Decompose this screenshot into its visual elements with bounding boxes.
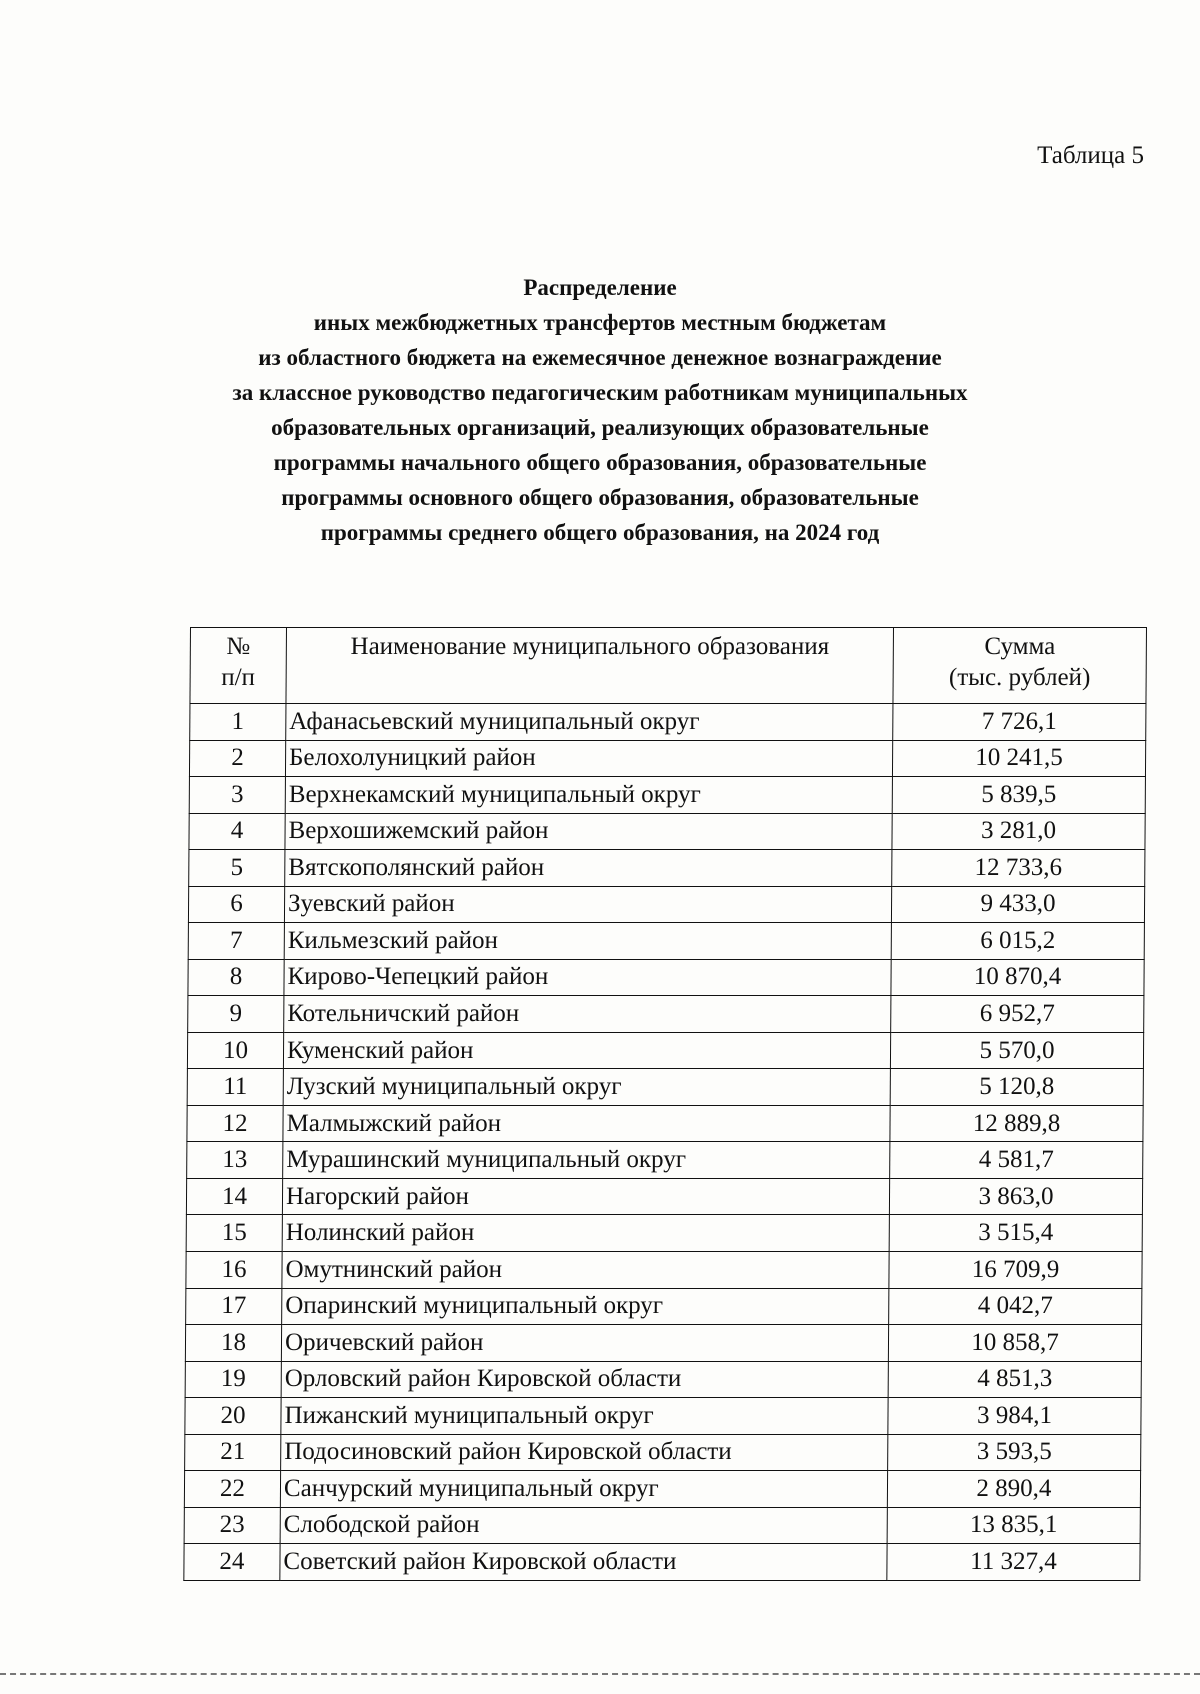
row-sum: 4 851,3 (888, 1361, 1141, 1398)
row-sum: 6 015,2 (891, 923, 1144, 960)
row-name: Кильмезский район (284, 923, 891, 960)
table-row (186, 1251, 1142, 1288)
row-name: Омутнинский район (282, 1251, 889, 1288)
table-row (187, 1069, 1143, 1106)
row-name: Котельничский район (284, 996, 891, 1033)
table-row (185, 1361, 1141, 1398)
row-number: 13 (187, 1142, 283, 1179)
heading-line: за классное руководство педагогическим работникам муниципальных (232, 380, 968, 405)
row-number: 18 (185, 1325, 281, 1362)
row-number: 12 (187, 1105, 283, 1142)
row-sum: 7 726,1 (893, 704, 1146, 741)
row-number: 20 (185, 1398, 281, 1435)
row-number: 23 (184, 1507, 280, 1544)
row-sum: 5 570,0 (890, 1032, 1143, 1069)
header-number (190, 628, 287, 704)
table-row (189, 777, 1145, 814)
distribution-table-container (183, 627, 1147, 1581)
row-name: Куменский район (283, 1032, 890, 1069)
table-row (187, 1032, 1143, 1069)
row-number: 1 (190, 704, 286, 741)
document-heading (100, 270, 1100, 550)
row-number: 15 (186, 1215, 282, 1252)
row-sum: 12 889,8 (890, 1105, 1143, 1142)
row-name: Подосиновский район Кировской области (281, 1434, 888, 1471)
row-number: 5 (189, 850, 285, 887)
row-number: 17 (186, 1288, 282, 1325)
row-name: Оричевский район (281, 1325, 888, 1362)
header-sum (893, 628, 1147, 704)
table-row (189, 813, 1145, 850)
row-name: Белохолуницкий район (285, 740, 892, 777)
row-number: 4 (189, 813, 285, 850)
header-number-line1: № (226, 633, 251, 660)
table-row (190, 704, 1146, 741)
row-number: 10 (187, 1032, 283, 1069)
heading-line: иных межбюджетных трансфертов местным бюджетам (313, 310, 887, 335)
table-row (188, 959, 1144, 996)
row-number: 3 (189, 777, 285, 814)
row-number: 7 (188, 923, 284, 960)
row-name: Пижанский муниципальный округ (281, 1398, 888, 1435)
row-number: 21 (185, 1434, 281, 1471)
table-row (189, 850, 1145, 887)
heading-line: программы среднего общего образования, на 2024 год (320, 520, 880, 545)
row-name: Малмыжский район (283, 1105, 890, 1142)
table-row (188, 923, 1144, 960)
header-sum-line1: Сумма (984, 633, 1056, 660)
table-row (188, 886, 1144, 923)
row-sum: 5 120,8 (890, 1069, 1143, 1106)
header-name: Наименование муниципального образования (286, 628, 894, 704)
row-number: 9 (188, 996, 284, 1033)
table-row (189, 740, 1145, 777)
header-sum-line2: (тыс. рублей) (948, 664, 1091, 691)
heading-line: программы начального общего образования, образовательные (273, 450, 927, 475)
row-name: Верхнекамский муниципальный округ (285, 777, 892, 814)
table-row (186, 1288, 1142, 1325)
row-name: Верхошижемский район (285, 813, 892, 850)
table-number-label: Таблица 5 (1037, 142, 1144, 169)
row-name: Санчурский муниципальный округ (280, 1471, 887, 1508)
row-name: Нагорский район (282, 1178, 889, 1215)
row-sum: 3 593,5 (888, 1434, 1141, 1471)
table-row (187, 1142, 1143, 1179)
row-sum: 10 870,4 (891, 959, 1144, 996)
heading-line: Распределение (523, 275, 677, 300)
row-sum: 11 327,4 (887, 1544, 1140, 1581)
table-row (186, 1178, 1142, 1215)
row-name: Нолинский район (282, 1215, 889, 1252)
row-name: Советский район Кировской области (280, 1544, 887, 1581)
row-name: Орловский район Кировской области (281, 1361, 888, 1398)
table-row (187, 1105, 1143, 1142)
row-number: 19 (185, 1361, 281, 1398)
row-sum: 6 952,7 (891, 996, 1144, 1033)
row-sum: 9 433,0 (891, 886, 1144, 923)
row-name: Лузский муниципальный округ (283, 1069, 890, 1106)
row-sum: 16 709,9 (889, 1251, 1142, 1288)
row-name: Зуевский район (284, 886, 891, 923)
table-body (184, 704, 1146, 1581)
row-name: Слободской район (280, 1507, 887, 1544)
row-number: 8 (188, 959, 284, 996)
row-name: Вятскополянский район (285, 850, 892, 887)
row-name: Мурашинский муниципальный округ (283, 1142, 890, 1179)
row-sum: 3 281,0 (892, 813, 1145, 850)
table-row (186, 1215, 1142, 1252)
page-bottom-dashed-line (0, 1673, 1200, 1675)
row-number: 14 (186, 1178, 282, 1215)
row-sum: 10 241,5 (892, 740, 1145, 777)
row-number: 16 (186, 1251, 282, 1288)
table-row (184, 1544, 1140, 1581)
heading-line: из областного бюджета на ежемесячное денежное вознаграждение (258, 345, 942, 370)
table-header-row (190, 628, 1147, 704)
row-number: 11 (187, 1069, 283, 1106)
row-name: Кирово-Чепецкий район (284, 959, 891, 996)
row-number: 6 (188, 886, 284, 923)
heading-line: образовательных организаций, реализующих образовательные (271, 415, 929, 440)
table-row (185, 1325, 1141, 1362)
row-number: 22 (184, 1471, 280, 1508)
row-number: 24 (184, 1544, 280, 1581)
row-sum: 3 515,4 (889, 1215, 1142, 1252)
table-row (184, 1471, 1140, 1508)
row-sum: 3 863,0 (889, 1178, 1142, 1215)
table-row (184, 1507, 1140, 1544)
row-name: Опаринский муниципальный округ (282, 1288, 889, 1325)
row-sum: 3 984,1 (888, 1398, 1141, 1435)
row-name: Афанасьевский муниципальный округ (286, 704, 893, 741)
row-number: 2 (189, 740, 285, 777)
row-sum: 4 042,7 (889, 1288, 1142, 1325)
row-sum: 2 890,4 (887, 1471, 1140, 1508)
row-sum: 13 835,1 (887, 1507, 1140, 1544)
table-row (188, 996, 1144, 1033)
table-row (185, 1398, 1141, 1435)
row-sum: 5 839,5 (892, 777, 1145, 814)
row-sum: 12 733,6 (892, 850, 1145, 887)
row-sum: 10 858,7 (888, 1325, 1141, 1362)
row-sum: 4 581,7 (890, 1142, 1143, 1179)
header-number-line2: п/п (221, 664, 256, 691)
heading-line: программы основного общего образования, образовательные (281, 485, 919, 510)
distribution-table (183, 627, 1147, 1581)
table-row (185, 1434, 1141, 1471)
